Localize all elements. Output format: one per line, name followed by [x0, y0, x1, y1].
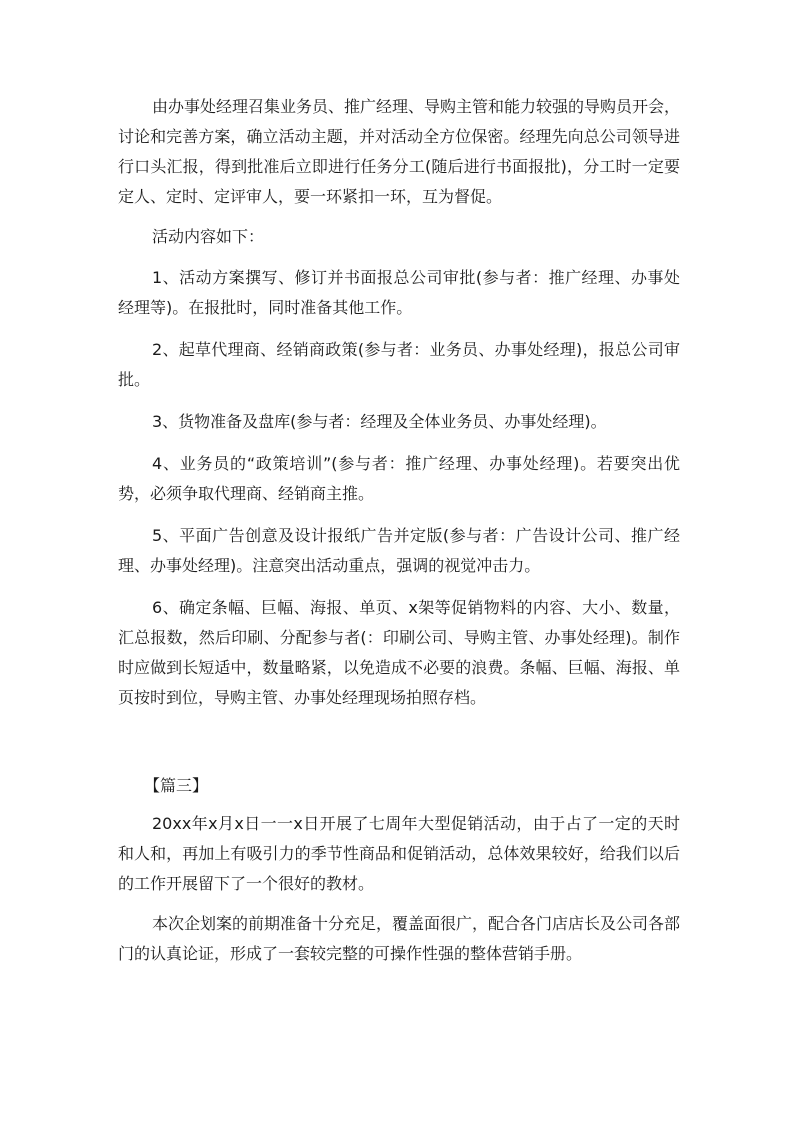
list-item: 1、活动方案撰写、修订并书面报总公司审批(参与者：推广经理、办事处经理等)。在报批时，同时准备其他工作。: [118, 268, 680, 317]
section-title: 【篇三】: [144, 776, 209, 795]
intro-paragraph: 由办事处经理召集业务员、推广经理、导购主管和能力较强的导购员开会，讨论和完善方案，确立活动主题，并对活动全方位保密。经理先向总公司领导进行口头汇报，得到批准后立即进行任务分工(随后进行书面报批)，分工时一定要定人、定时、定评审人，要一环紧扣一环，互为督促。: [118, 97, 681, 206]
document-page: [118, 92, 680, 969]
content-heading: 活动内容如下：: [152, 227, 265, 246]
list-item: 4、业务员的“政策培训”(参与者：推广经理、办事处经理)。若要突出优势，必须争取代理商、经销商主推。: [118, 454, 680, 503]
section-paragraph: 本次企划案的前期准备十分充足，覆盖面很广，配合各门店店长及公司各部门的认真论证，形成了一套较完整的可操作性强的整体营销手册。: [118, 914, 681, 963]
list-item: 2、起草代理商、经销商政策(参与者：业务员、办事处经理)，报总公司审批。: [118, 340, 680, 389]
list-item: 3、货物准备及盘库(参与者：经理及全体业务员、办事处经理)。: [152, 412, 607, 431]
section-paragraph: 20xx年x月x日一一x日开展了七周年大型促销活动，由于占了一定的天时和人和，再加上有吸引力的季节性商品和促销活动，总体效果较好，给我们以后的工作开展留下了一个很好的教材。: [118, 814, 680, 893]
list-item: 5、平面广告创意及设计报纸广告并定版(参与者：广告设计公司、推广经理、办事处经理)。注意突出活动重点，强调的视觉冲击力。: [118, 526, 680, 575]
list-item: 6、确定条幅、巨幅、海报、单页、x架等促销物料的内容、大小、数量，汇总报数，然后印刷、分配参与者(：印刷公司、导购主管、办事处经理)。制作时应做到长短适中，数量略紧，以免造成不必要的浪费。条幅、巨幅、海报、单页按时到位，导购主管、办事处经理现场拍照存档。: [118, 598, 680, 707]
